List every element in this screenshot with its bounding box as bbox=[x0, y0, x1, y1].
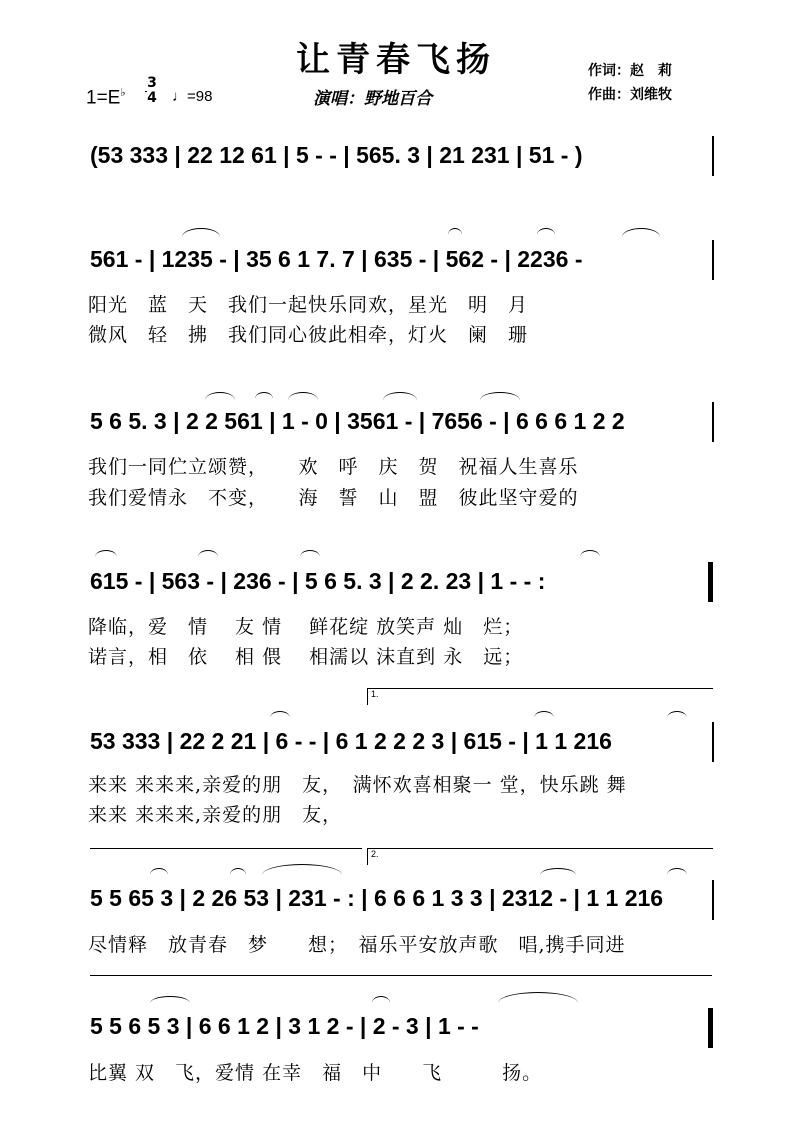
slur bbox=[182, 228, 220, 237]
singer-credit: 演唱：野地百合 bbox=[313, 89, 432, 109]
slur bbox=[667, 711, 687, 718]
notation-row-4: 615 - | 563 - | 236 - | 5 6 5. 3 | 2 2. 23 | 1 - - : bbox=[90, 568, 546, 594]
notation-row-7: 5 5 6 5 3 | 6 6 1 2 | 3 1 2 - | 2 - 3 | 1 - - bbox=[90, 1013, 479, 1039]
slur bbox=[498, 992, 578, 1003]
barline bbox=[712, 136, 714, 176]
lyric-line-2b: 微风 轻 拂 我们同心彼此相牵，灯火 阑 珊 bbox=[88, 324, 529, 346]
lyric-line-3b: 我们爱情永 不变， 海 誓 山 盟 彼此坚守爱的 bbox=[88, 487, 579, 509]
notation-row-5: 53 333 | 22 2 21 | 6 - - | 6 1 2 2 2 3 | 615 - | 1 1 216 bbox=[90, 728, 612, 754]
slur bbox=[300, 550, 320, 557]
lyricist-credit: 作词：赵 莉 bbox=[588, 63, 672, 79]
slur bbox=[288, 392, 318, 400]
notation-row-2: 561 - | 1235 - | 35 6 1 7. 7 | 635 - | 562 - | 2236 - bbox=[90, 246, 583, 272]
tempo-marking: ♩=98 bbox=[172, 88, 213, 105]
slur bbox=[205, 392, 235, 400]
notation-row-1: (53 333 | 22 12 61 | 5 - - | 565. 3 | 21 231 | 51 - ) bbox=[90, 142, 583, 168]
lyric-line-7: 比翼 双 飞，爱情 在幸 福 中 飞 扬。 bbox=[88, 1062, 543, 1084]
staff-rule bbox=[90, 975, 712, 976]
notation-row-3: 5 6 5. 3 | 2 2 561 | 1 - 0 | 3561 - | 7656 - | 6 6 6 1 2 2 bbox=[90, 408, 625, 434]
barline bbox=[712, 240, 714, 280]
lyric-line-5b: 来来 来来来,亲爱的朋 友， bbox=[88, 804, 343, 826]
slur bbox=[230, 868, 246, 875]
key-signature bbox=[86, 86, 126, 109]
song-title: 让青春飞扬 bbox=[296, 40, 496, 80]
slur bbox=[150, 996, 190, 1003]
slur bbox=[262, 864, 342, 875]
staff-rule bbox=[90, 848, 362, 849]
slur bbox=[198, 550, 218, 557]
slur bbox=[534, 711, 554, 718]
composer-credit: 作曲：刘维牧 bbox=[588, 87, 672, 103]
slur bbox=[150, 868, 168, 875]
slur bbox=[372, 996, 390, 1003]
final-barline bbox=[708, 1008, 713, 1048]
time-signature bbox=[145, 76, 159, 106]
lyric-line-6: 尽情释 放青春 梦 想； 福乐平安放声歌 唱,携手同进 bbox=[88, 934, 626, 956]
slur bbox=[622, 228, 660, 237]
meter-bottom: 4 bbox=[147, 90, 157, 106]
key-flat: ♭ bbox=[120, 87, 126, 99]
slur bbox=[270, 711, 290, 718]
slur bbox=[448, 228, 462, 235]
volta-second-label: 2. bbox=[371, 849, 379, 859]
lyric-line-3a: 我们一同伫立颂赞， 欢 呼 庆 贺 祝福人生喜乐 bbox=[88, 456, 579, 478]
lyric-line-4b: 诺言，相 依 相 偎 相濡以 沫直到 永 远； bbox=[88, 646, 524, 668]
notation-row-6: 5 5 65 3 | 2 26 53 | 231 - : | 6 6 6 1 3 3 | 2312 - | 1 1 216 bbox=[90, 885, 664, 911]
barline bbox=[712, 722, 714, 762]
barline bbox=[712, 402, 714, 442]
slur bbox=[580, 550, 600, 557]
slur bbox=[540, 868, 576, 875]
lyric-line-2a: 阳光 蓝 天 我们一起快乐同欢，星光 明 月 bbox=[88, 294, 529, 316]
slur bbox=[95, 550, 117, 557]
meter-divider bbox=[145, 91, 147, 92]
slur bbox=[537, 228, 555, 235]
slur bbox=[667, 868, 687, 875]
lyric-line-5a: 来来 来来来,亲爱的朋 友， 满怀欢喜相聚一 堂，快乐跳 舞 bbox=[88, 774, 627, 796]
volta-second-ending bbox=[367, 848, 713, 865]
repeat-barline bbox=[708, 562, 713, 602]
lyric-line-4a: 降临，爱 情 友 情 鲜花绽 放笑声 灿 烂； bbox=[88, 616, 524, 638]
volta-first-ending bbox=[367, 688, 713, 705]
slur bbox=[480, 392, 520, 400]
slur bbox=[383, 392, 417, 400]
meter-top: 3 bbox=[147, 75, 157, 91]
volta-first-label: 1. bbox=[371, 689, 379, 699]
slur bbox=[255, 392, 273, 399]
barline bbox=[712, 880, 714, 920]
key-label: 1=E bbox=[86, 87, 121, 109]
